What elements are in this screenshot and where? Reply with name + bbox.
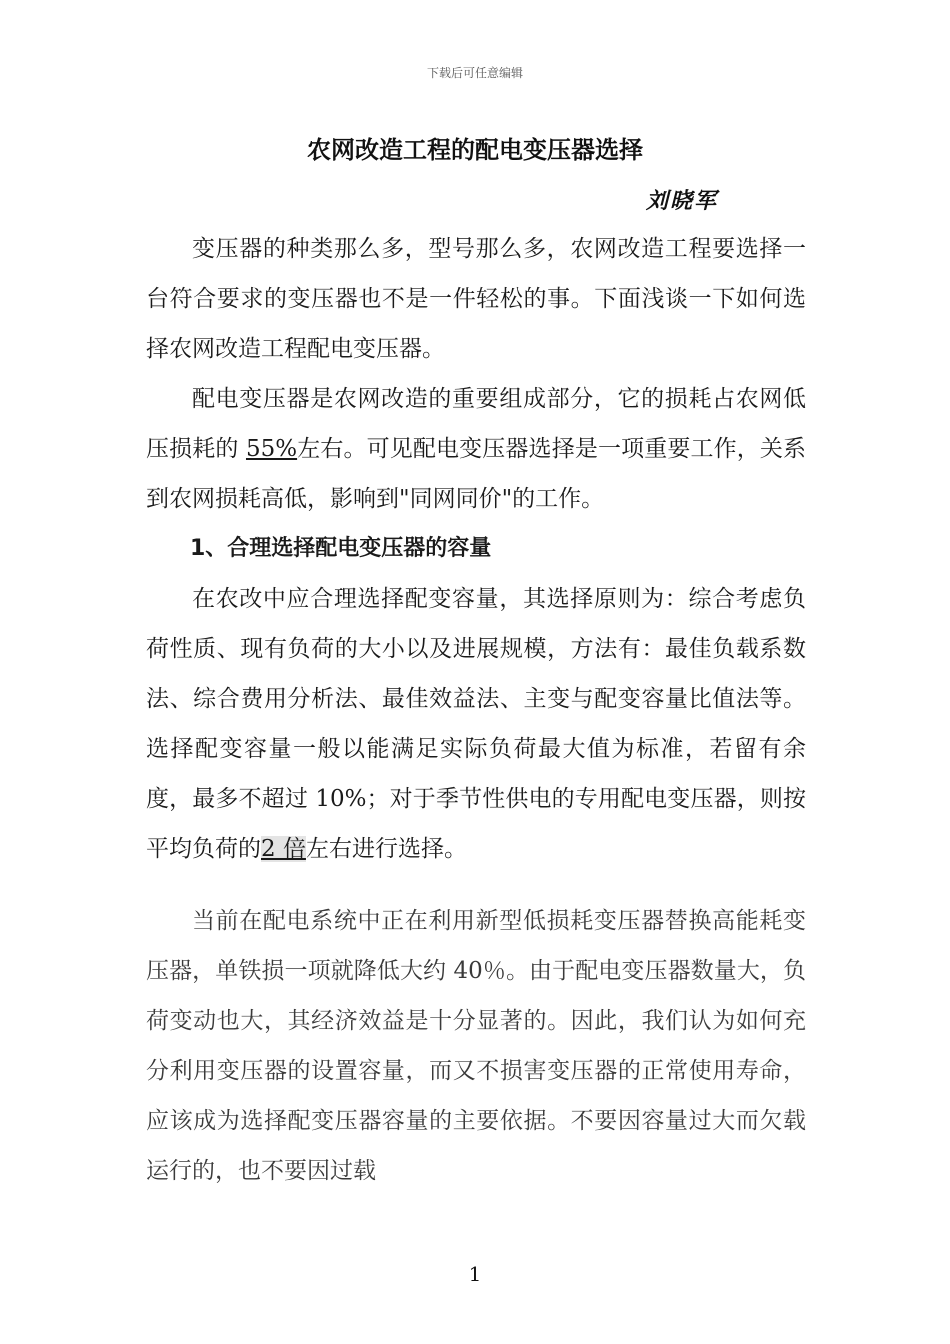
document-title: 农网改造工程的配电变压器选择 [307,135,643,164]
paragraph-low-loss-transformers: 当前在配电系统中正在利用新型低损耗变压器替换高能耗变压器，单铁损一项就降低大约 40％。由于配电变压器数量大，负荷变动也大，其经济效益是十分显著的。因此，我们认为如何充分利用变压器的设置容量，而又不损害变压器的正常使用寿命，应该成为选择配变压器容量的主要依据。不要因容量过大而欠载运行的，也不要因过载 [146,908,806,1184]
document-author: 刘晓军 [646,188,719,214]
paragraph-importance-text-end: 左右。可见配电变压器选择是一项重要工作，关系到农网损耗高低，影响到"同网同价"的工作。 [146,436,807,512]
section-heading-1: 1、合理选择配电变压器的容量 [190,536,492,561]
underlined-percentage: 55% [245,436,298,462]
paragraph-importance [146,374,806,524]
document-body [146,224,806,1196]
highlighted-multiplier: 2 倍 [261,836,306,862]
paragraph-importance-text-start: 配电变压器是农网改造的重要组成部分，它的损耗占农网低压损耗的 [146,386,806,462]
page-header-note: 下载后可任意编辑 [426,66,523,80]
paragraph-intro: 变压器的种类那么多，型号那么多，农网改造工程要选择一台符合要求的变压器也不是一件轻松的事。下面浅谈一下如何选择农网改造工程配电变压器。 [146,236,806,362]
paragraph-capacity-selection [146,574,806,874]
paragraph-capacity-text-start: 在农改中应合理选择配变容量，其选择原则为：综合考虑负荷性质、现有负荷的大小以及进展规模，方法有：最佳负载系数法、综合费用分析法、最佳效益法、主变与配变容量比值法等。选择配变容量一般以能满足实际负荷最大值为标准，若留有余度，最多不超过 10%；对于季节性供电的专用配电变压器，则按平均负荷的 [146,586,806,862]
page-number: 1 [468,1262,482,1286]
paragraph-capacity-text-end: 左右进行选择。 [305,836,467,862]
